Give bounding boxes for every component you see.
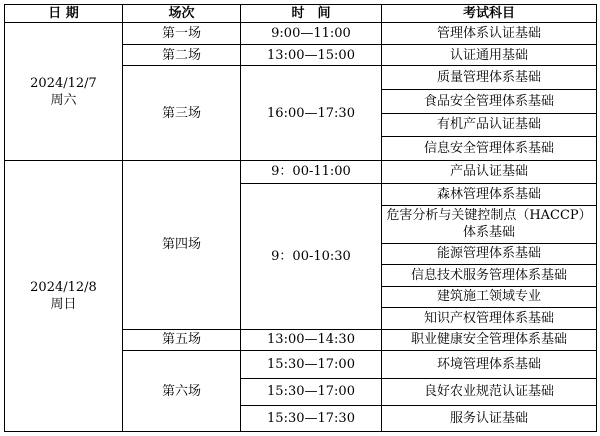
session-name: 第二场 [123, 44, 241, 66]
weekday-text: 周日 [50, 296, 77, 312]
header-time: 时 间 [241, 5, 382, 23]
header-row [5, 5, 597, 23]
subject-cell: 质量管理体系基础 [382, 66, 597, 90]
session-time: 16:00—17:30 [241, 66, 382, 160]
date-cell-day1 [5, 23, 123, 160]
header-subject: 考试科目 [382, 5, 597, 23]
session-name: 第一场 [123, 23, 241, 45]
weekday-text: 周六 [50, 92, 77, 108]
subject-cell: 知识产权管理体系基础 [382, 308, 597, 330]
session-time: 9：00-10:30 [241, 184, 382, 329]
date-text: 2024/12/8 [30, 279, 97, 295]
date-cell-day2 [5, 160, 123, 431]
subject-cell: 认证通用基础 [382, 44, 597, 66]
session-time: 13:00—14:30 [241, 329, 382, 351]
subject-cell: 环境管理体系基础 [382, 351, 597, 379]
subject-cell: 能源管理体系基础 [382, 243, 597, 265]
session-name: 第四场 [123, 160, 241, 329]
header-date: 日 期 [5, 5, 123, 23]
session-time: 15:30—17:00 [241, 351, 382, 379]
session-name: 第五场 [123, 329, 241, 351]
table-row [5, 160, 597, 184]
session-name: 第六场 [123, 351, 241, 432]
session-time: 15:30—17:00 [241, 378, 382, 406]
subject-cell: 职业健康安全管理体系基础 [382, 329, 597, 351]
subject-cell: 建筑施工领域专业 [382, 286, 597, 308]
session-time: 15:30—17:30 [241, 406, 382, 432]
subject-cell: 食品安全管理体系基础 [382, 89, 597, 113]
date-text: 2024/12/7 [30, 75, 97, 91]
session-name: 第三场 [123, 66, 241, 160]
table-row [5, 23, 597, 45]
subject-cell: 良好农业规范认证基础 [382, 378, 597, 406]
exam-schedule-table [4, 4, 597, 432]
subject-cell: 信息安全管理体系基础 [382, 137, 597, 161]
session-time: 9：00-11:00 [241, 160, 382, 184]
subject-cell: 森林管理体系基础 [382, 184, 597, 206]
subject-cell: 管理体系认证基础 [382, 23, 597, 45]
subject-cell: 有机产品认证基础 [382, 113, 597, 137]
subject-cell: 服务认证基础 [382, 406, 597, 432]
session-time: 13:00—15:00 [241, 44, 382, 66]
header-session: 场次 [123, 5, 241, 23]
subject-cell: 产品认证基础 [382, 160, 597, 184]
subject-cell: 危害分析与关键控制点（HACCP）体系基础 [382, 205, 597, 243]
session-time: 9:00—11:00 [241, 23, 382, 45]
subject-cell: 信息技术服务管理体系基础 [382, 265, 597, 287]
